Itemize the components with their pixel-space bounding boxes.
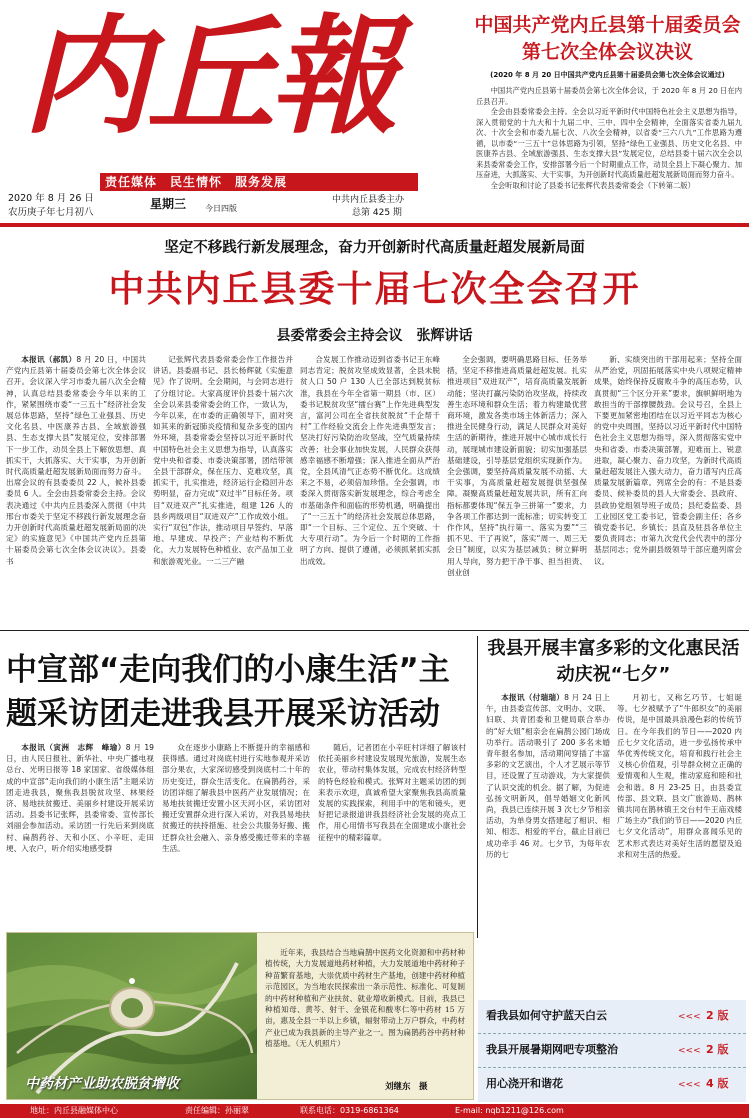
index-page: 2 版 [706,1009,729,1022]
feature-col-1 [6,742,154,930]
lead-col-5 [594,354,742,624]
page-index [478,1000,746,1102]
paragraph: 全会强调，要明确思路目标、任务举措，坚定不移推进高质量赶超发展。扎实推进项目“双进双产”，培育高质量发展新动能；坚决打赢污染防治攻坚战，持续改善生态环境和群众生活；着力构建最优营商环境，激发各类市场主体新活力；深入推进全民健身行动，满足人民群众对美好生活的新期待，推进开展中心城市成长行动，展现城市建设新面貌；切实加强基层基础建设，引导基层党组织实现新作为。全会强调，要坚持高质量发展不动摇、大干实事，为高质量赶超发展提供坚强保障。凝聚高质量赶超发展共识，所有汇向指标都要体现“保五争三拼第一”要求，力争各项工作都达到一流标准；切实转变工作作风，坚持“执行第一、落实为要”“三抓不见、干了再说”，落实“周一、周三无会日”制度，以实为基层减负；树立鲜明用人导向，努力把干净干事、担当担责、创业创 [447,355,587,577]
footer-bar [0,1104,749,1118]
paragraph: 中国共产党内丘县第十届委员会第七次全体会议，于 2020 年 8 月 20 日在内丘县召开。 [476,86,742,106]
index-arrow: <<< [678,1080,701,1090]
paragraph: 合发展工作推动迈到省委书记王东峰同志肯定；脱贫攻坚成效显著，全县未脱贫人口 50 户 130 人已全部达到脱贫标准，我县在今年全省第一期县（市、区）委书记脱贫攻坚“擂台赛”上作先进典型发言，富河公司在全省扶贫脱贫“千企帮千村”工作经验交流会上作先进典型发言；坚决打好污染防治攻坚战，空气质量持续改善；社会事业加快发展，人民群众获得感幸福感不断增强；深入推进全面从严治党，全县风清气正态势不断优化。这成绩来之不易，必须倍加珍惜。全会强调，市委深入贯彻落实新发展理念，综合考虑全市基础条件和面临的形势机遇，明确提出了“一三五十”的经济社会发展总体思路，即“一个目标、三个定位、五个突破、十大专项行动”。为今后一个时期的工作指明了方向、提供了遵循，必须抓紧抓实抓出成效。 [300,355,440,566]
paragraph: 8 月 20 日，中国共产党内丘县第十届委员会第七次全体会议召开。会议深入学习市委九届八次全会精神，认真总结县委常委会今年以来的工作，紧紧围绕市委“一三五十”经济社会发展总体思路，坚持“绿色工业强县、历史文化名县、中医康养古县、全域旅游强县、生态支撑大县”发展定位，安排部署下一步工作，动员全县上下解放思想、真抓实干，大抓落实、大干实事，为开创新时代高质量赶超发展新局面而努力奋斗。出席会议的有县委委员 22 人，候补县委委员 6 人。全会由县委常委会主持。会议表决通过《中共内丘县委深入贯彻《中共邢台市委关于坚定不移践行新发展理念奋力开创新时代高质量赶超发展新局面的决定》的实施意见》《中国共产党内丘县第十届委员会第七次全体会议决议》。县委书 [6,355,146,566]
index-item[interactable] [478,1034,746,1068]
paragraph: 全会听取和讨论了县委书记张辉代表县委常委会（下转第二版） [490,180,695,190]
caption-sub: 图为扁鹊药谷中药材种植基地。（无人机照片） [265,1027,465,1049]
footer-address: 地址：内丘县融媒体中心 [30,1106,118,1115]
footer-editor: 责任编辑：孙丽翠 [185,1106,249,1115]
lunar-date: 农历庚子年七月初八 [8,207,94,218]
paragraph: 8 月 24 日上午，由县委宣传部、文明办、文联、妇联、共青团委和卫健局联合举办的“好大姐”相亲会在扁鹊公园门场成功举行。活动吸引了 200 多名未婚青年报名参加，活动期间穿插了丰富多彩的文艺演出，个人才艺展示等节目，还设置了互动游戏，为大家提供了认识交流的机会。据了解，为促进弘扬文明新风，倡导婚姻文化新风尚，我县已连续开展 3 次七夕节相亲活动，为单身男女搭建起了相识、相知、相恋、相爱的平台，截止目前已成功牵手 46 对。七夕节，为每年农历的七 [486,693,610,859]
paragraph: 8 月 19 日，由人民日报社、新华社、中央广播电视总台、光明日报等 18 家国家、省级媒体组成的中宣部“走向我们的小康生活”主题采访团走进我县，聚焦我县脱贫攻坚、林果经济、易地扶贫搬迁、美丽乡村建设开展采访活动。县委书记张辉，县委常委、宣传部长刘丽会参加活动。采访团一行先后来到岗底村、扁鹊药谷、天和小区、小辛旺、走田埂、入农户，听介绍实地感受群 [6,743,154,853]
photo-overlay-title: 中药材产业助农脱贫增收 [25,1076,179,1092]
photo-block [6,932,474,1100]
feature-col-2 [162,742,310,930]
section-divider [0,630,749,631]
paragraph: 月初七，又称乞巧节、七姐诞等。七夕被赋予了“牛郎织女”的美丽传说，是中国最具浪漫色彩的传统节日。在今年我们的节日——2020 内丘七夕文化活动，进一步弘扬传承中华优秀传统文化，培育和践行社会主义核心价值观，引导群众树立正确的爱情观和人生观，推动家庭和睦和社会和谐。8 月 23-25 日，由县委宣传部、县文联、县文广旅游局、鹊林镇共同在鹊林镇王交台村牛王庙戏楼广场主办“我们的节日——2020 内丘七夕文化活动”，用群众喜闻乐见的艺术形式表达对美好生活的愿望及追求和对生活的热爱。 [617,693,742,859]
index-arrow: <<< [678,1012,701,1022]
masthead-slogan: 责任媒体 民生情怀 服务发展 [105,175,288,189]
issue-date: 2020 年 8 月 26 日 [8,193,94,204]
index-page: 4 版 [706,1077,729,1090]
resolution-headline: 中国共产党内丘县第十届委员会第七次全体会议决议 [474,14,741,63]
masthead-divider [0,223,749,227]
index-page: 2 版 [706,1043,729,1056]
caption-text: 近年来，我县结合当地扁鹊中医药文化资源和中药材种植传统，大力发展道地药材种植，大力发展道地中药材种子种苗繁育基地，大崇优质中药材生产基地，创建中药材种植示范园区，为当地农民探索出一条示范性、标准化、可复制的中药材种植和产业扶贫、就业增收新模式。目前，我县已种植知母、黄芩、射干、金银花和酸枣仁等中药材 15 万亩，惠及全县一半以上乡镇，辐射带动上万户群众，中药材产业已成为我县新的主导产业之一。 [265,948,465,1037]
footer-email: E-mail: nqb1211@126.com [455,1106,564,1115]
culture-col-2 [617,692,742,932]
weekday: 星期三 [150,197,187,211]
lead-deck: 县委常委会主持会议 张辉讲话 [276,328,473,344]
issue-number: 总第 425 期 [352,208,402,218]
photo-caption [265,947,465,1075]
index-title: 看我县如何守护蓝天白云 [486,1009,607,1022]
byline: 本报讯（郝凯） [21,355,77,364]
paragraph: 记张辉代表县委常委会作工作报告并讲话。县委副书记、县长杨辉就《实施意见》作了说明。全会期间，与会同志进行了分组讨论。大家高度评价县委十届六次全会以来县委常委会的工作，一致认为，今年以来，在市委的正确领导下，面对突如其来的新冠肺炎疫情和复杂多变的国内外环境，县委常委会坚持以习近平新时代中国特色社会主义思想为指导，认真落实党中央和省委、市委决策部署，团结带领全县干部群众，保在压力、克难攻坚，真抓实干，扎实推进，经济运行企稳回升态势明显，奋力完成“双过半”目标任务。项目“双进双产”扎实推进，组建 126 人的县乡两级项目“双进双产”工作成效小组。实行“双包”作法，推动项目早签约、早落地、早建成、早投产；产业结构不断优化，大力发展特色种植业、农产品加工业和旅游观光业。一二三产融 [153,355,293,566]
newspaper-logo: 内丘報 [22,2,395,152]
lead-col-2 [153,354,293,624]
lead-col-1 [6,354,146,624]
lead-col-4 [447,354,587,624]
paragraph: 众在逐步小康路上不断提升的幸福感和获得感。通过对岗底村进行实地参观并采访部分果农，大家深切感受到岗底村二十年的历史变迁，群众生活变化。在扁鹊药谷，采访团详细了解我县中医药产业发展情况；在易地扶贫搬迁安置小区天河小区，采访团对搬迁安置群众进行深入采访，对我县易地扶贫搬迁的扶持措施、社会公共服务好搬、搬迁群众社会融入、亲身感受搬迁带来的幸福生活。 [162,743,310,853]
index-arrow: <<< [678,1046,701,1056]
lead-kicker: 坚定不移践行新发展理念，奋力开创新时代高质量赶超发展新局面 [164,240,585,256]
photo-credit: 刘继东 摄 [385,1082,428,1092]
resolution-body [476,86,742,218]
culture-col-1 [486,692,610,932]
byline: 本报讯（付瑞瑞） [501,693,565,702]
column-divider [477,636,478,938]
resolution-subtitle: (2020 年 8 月 20 日中国共产党内丘县第十届委员会第七次全体会议通过) [490,71,725,79]
feature-col-3 [318,742,466,930]
paragraph: 全会由县委常委会主持。全会以习近平新时代中国特色社会主义思想为指导，深入贯彻党的十九大和十九届二中、三中、四中全会精神，全面落实省委九届九次、十次全会和市委九届七次、八次全会精神，以省委“三六八九”工作思路为遵循，以市委“一三五十”总体思路为引领，坚持“绿色工业强县、历史文化名县、中医康养古县、全域旅游强县、生态支撑大县”发展定位，总结县委十届六次全会以来县委常委会工作，安排部署今后一个时期重点工作，动员全县上下凝心聚力、加压奋进，大抓落实、大干实事，为开创新时代高质量赶超发展新局面而努力奋斗。 [476,107,742,179]
lead-headline: 中共内丘县委十届七次全会召开 [108,269,641,310]
index-item[interactable] [478,1000,746,1034]
footer-phone: 联系电话：0319-6861364 [300,1106,399,1115]
page-count: 今日四版 [205,204,237,213]
index-item[interactable] [478,1068,746,1102]
paragraph: 新、实绩突出的干部用起来；坚持全面从严治党，巩固拓展落实中央八项规定精神成果，始终保持反腐败斗争的高压态势，认真贯彻“三个区分开来”要求，旗帜鲜明地为敢担当的干部撑腰鼓劲。会议号召，全县上下要更加紧密地团结在以习近平同志为核心的党中央周围，坚持以习近平新时代中国特色社会主义思想为指导，深入贯彻落实党中央和省委、市委决策部署，迎难而上、锐意进取，凝心聚力、奋力攻坚，为新时代高质量赶超发展注入强大动力，奋力谱写内丘高质量发展新篇章。列席全会的有：不是县委委员、候补委员的县人大常委会、县政府、县政协党组领导班子成员；县纪委监委、县工业园区党工委书记，管委会副主任；各乡镇党委书记、乡镇长；县直及驻县各单位主要负责同志；市第九次党代会代表中的部分基层同志；党外副县级领导干部应邀列席会议。 [594,355,742,566]
byline: 本报讯（寅洲 志辉 峰瑜） [21,743,126,752]
index-title: 用心浇开和谐花 [486,1077,563,1090]
feature-headline: 中宣部“走向我们的小康生活”主题采访团走进我县开展采访活动 [6,652,450,732]
publisher: 中共内丘县委主办 [332,195,405,205]
culture-headline: 我县开展丰富多彩的文化惠民活动庆祝“七夕” [487,638,740,685]
paragraph: 随后，记者团在小辛旺村详细了解该村依托美丽乡村建设发展现光旅游，发展生态农业，带动村集体发展，完成农村经济转型的特色经验和模式。张辉对主题采访团的到来表示欢迎，真诚希望大家聚焦我县高质量发展的实践探索，利用手中的笔和镜头，更好把记录报道讲我县经济社会发展的亮点工作，用心用情书写我县在全面建成小康社会征程中的精彩篇章。 [318,743,466,842]
index-title: 我县开展暑期网吧专项整治 [486,1043,618,1056]
lead-col-3 [300,354,440,624]
